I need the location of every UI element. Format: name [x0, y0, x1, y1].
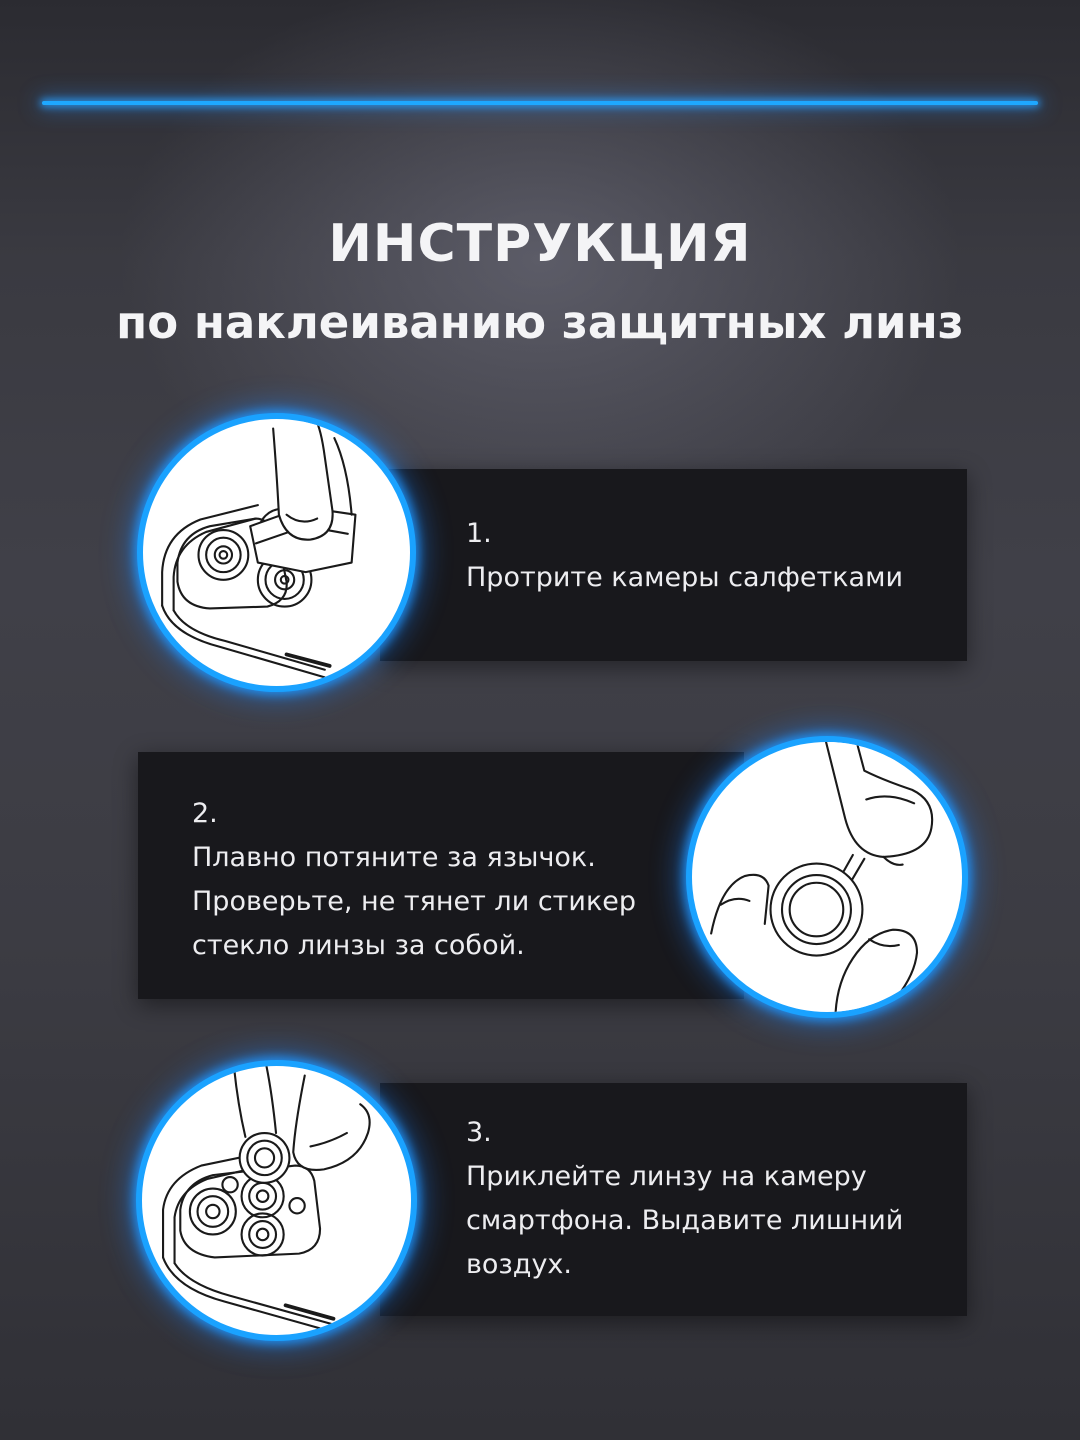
top-accent-line [42, 101, 1038, 105]
step-1-line-1: Протрите камеры салфетками [466, 562, 904, 593]
step-2-line-3: стекло линзы за собой. [192, 930, 525, 961]
apply-lens-icon [136, 1060, 417, 1341]
step-2-text [192, 792, 636, 968]
step-1-number: 1. [466, 518, 492, 549]
step-1-text [466, 512, 903, 600]
step-3-number: 3. [466, 1117, 492, 1148]
step-2-number: 2. [192, 798, 218, 829]
step-3-line-2: смартфона. Выдавите лишний [466, 1205, 904, 1236]
page-title: ИНСТРУКЦИЯ [328, 214, 752, 274]
peel-lens-icon [686, 736, 968, 1018]
wipe-camera-icon [137, 413, 416, 692]
page-subtitle: по наклеиванию защитных линз [116, 296, 964, 349]
step-3-line-3: воздух. [466, 1249, 572, 1280]
step-3-text [466, 1111, 903, 1287]
step-3-line-1: Приклейте линзу на камеру [466, 1161, 867, 1192]
step-2-line-2: Проверьте, не тянет ли стикер [192, 886, 636, 917]
step-2-line-1: Плавно потяните за язычок. [192, 842, 596, 873]
